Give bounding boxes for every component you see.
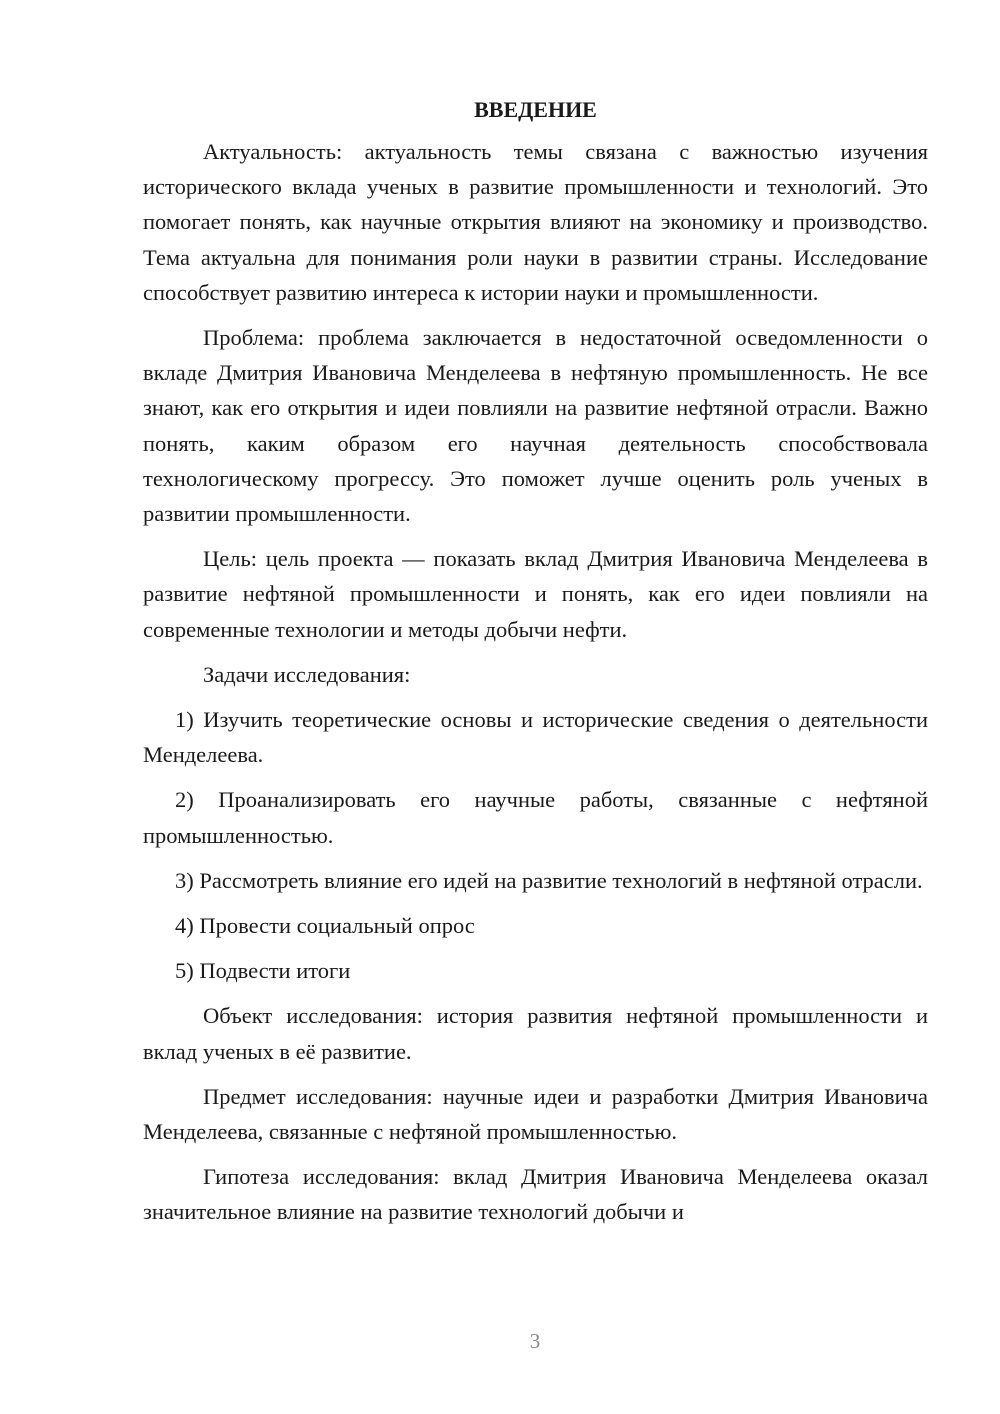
page-number: 3	[529, 1329, 541, 1353]
document-page	[143, 92, 928, 1240]
task-item-4: 4) Провести социальный опрос	[175, 913, 475, 939]
paragraph-subject: Предмет исследования: научные идеи и разработки Дмитрия Ивановича Менделеева, связанные с нефтяной промышленностью.	[143, 1083, 928, 1145]
page-title: ВВЕДЕНИЕ	[474, 97, 597, 122]
paragraph-tasks-heading: Задачи исследования:	[203, 661, 411, 687]
paragraph-relevance: Актуальность: актуальность темы связана с важностью изучения исторического вклада ученых в развитие промышленности и технологий. Это помогает понять, как научные открытия влияют на экономику и производство. Тема актуальна для понимания роли науки в развитии страны. Исследование способствует развитию интереса к истории науки и промышленности.	[143, 139, 928, 305]
task-item-2: 2) Проанализировать его научные работы, связанные с нефтяной промышленностью.	[143, 787, 928, 848]
task-item-5: 5) Подвести итоги	[175, 958, 351, 984]
paragraph-problem: Проблема: проблема заключается в недостаточной осведомленности о вкладе Дмитрия Ивановича Менделеева в нефтяную промышленность. Не все знают, как его открытия и идеи повлияли на развитие нефтяной отрасли. Важно понять, каким образом его научная деятельность способствовала технологическому прогрессу. Это поможет лучше оценить роль ученых в развитии промышленности.	[143, 325, 928, 527]
paragraph-object: Объект исследования: история развития нефтяной промышленности и вклад ученых в её развитие.	[143, 1003, 928, 1064]
paragraph-hypothesis: Гипотеза исследования: вклад Дмитрия Ивановича Менделеева оказал значительное влияние на развитие технологий добычи и	[143, 1164, 928, 1225]
task-item-1: 1) Изучить теоретические основы и исторические сведения о деятельности Менделеева.	[143, 707, 928, 768]
task-item-3: 3) Рассмотреть влияние его идей на развитие технологий в нефтяной отрасли.	[175, 867, 923, 893]
paragraph-goal: Цель: цель проекта — показать вклад Дмитрия Ивановича Менделеева в развитие нефтяной промышленности и понять, как его идеи повлияли на современные технологии и методы добычи нефти.	[143, 546, 928, 642]
